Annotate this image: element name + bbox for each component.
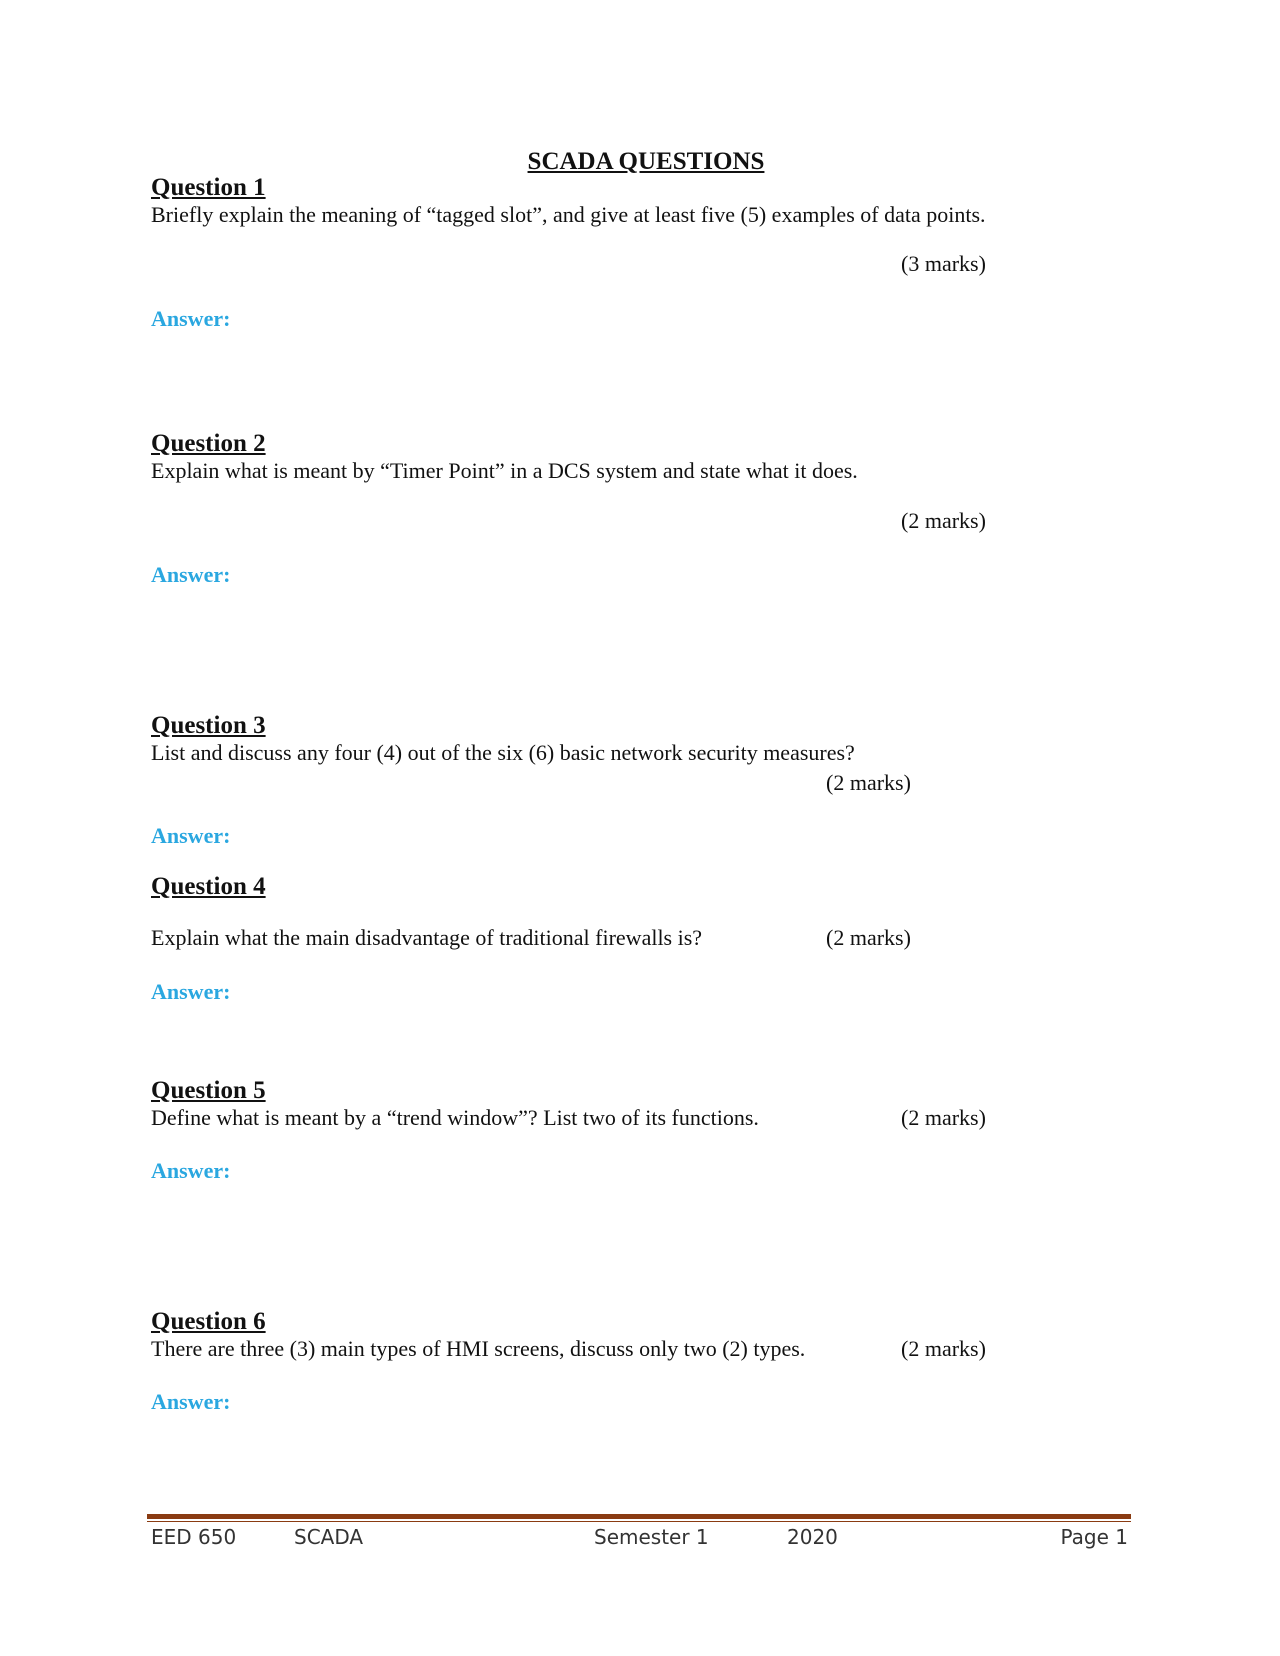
footer-page-number: Page 1 [1060,1525,1128,1549]
question-1-marks: (3 marks) [901,251,986,276]
question-2-marks: (2 marks) [901,508,986,533]
question-5-heading: Question 5 [151,1077,266,1104]
question-6-text: There are three (3) main types of HMI screens, discuss only two (2) types. [151,1336,806,1361]
page-title: SCADA QUESTIONS [527,148,765,175]
question-2-text: Explain what is meant by “Timer Point” in a DCS system and state what it does. [151,458,858,483]
question-2-answer-label: Answer: [151,562,231,587]
footer-course-code: EED 650 [151,1525,237,1549]
question-4-marks: (2 marks) [826,925,911,950]
question-5-text: Define what is meant by a “trend window”? List two of its functions. [151,1105,759,1130]
question-6-marks: (2 marks) [901,1336,986,1361]
question-1-answer-label: Answer: [151,306,231,331]
question-5-answer-label: Answer: [151,1158,231,1183]
footer-rule-thin [147,1521,1131,1522]
footer-rule-thick [147,1514,1131,1519]
question-4-answer-label: Answer: [151,979,231,1004]
question-5-marks: (2 marks) [901,1105,986,1130]
question-3-text: List and discuss any four (4) out of the six (6) basic network security measures? [151,740,855,765]
question-1-heading: Question 1 [151,174,266,201]
question-4-heading: Question 4 [151,873,266,900]
footer-year: 2020 [787,1525,838,1549]
question-3-marks: (2 marks) [826,770,911,795]
question-6-heading: Question 6 [151,1308,266,1335]
question-2-heading: Question 2 [151,430,266,457]
footer-semester: Semester 1 [594,1525,709,1549]
question-1-text: Briefly explain the meaning of “tagged slot”, and give at least five (5) examples of data points. [151,202,986,227]
question-6-answer-label: Answer: [151,1389,231,1414]
question-4-text: Explain what the main disadvantage of traditional firewalls is? [151,925,703,950]
question-3-answer-label: Answer: [151,823,231,848]
footer-course-name: SCADA [294,1525,364,1549]
question-3-heading: Question 3 [151,712,266,739]
